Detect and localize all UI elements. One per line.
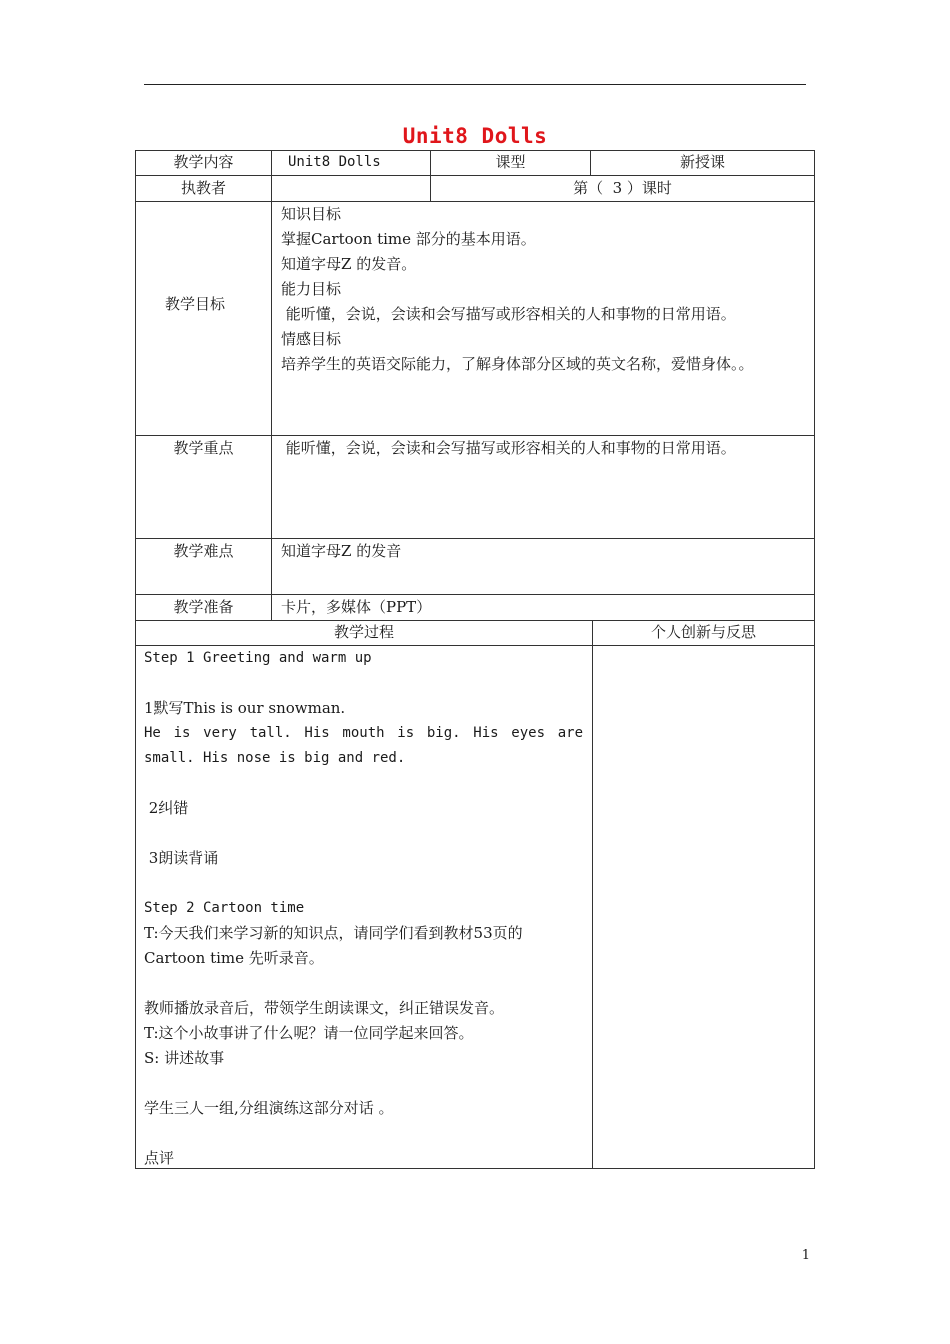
type-label: 课型 <box>495 153 526 171</box>
process-paragraph: 教师播放录音后，带领学生朗读课文，纠正错误发音。 <box>144 999 505 1017</box>
process-content <box>144 646 583 1171</box>
process-paragraph: T:这个小故事讲了什么呢？请一位同学起来回答。 <box>144 1024 474 1042</box>
content-value: Unit8 Dolls <box>288 154 381 170</box>
type-value: 新授课 <box>679 153 725 171</box>
process-header: 教学过程 <box>333 623 394 641</box>
process-paragraph <box>144 671 583 696</box>
objective-line: 知道字母Z 的发音。 <box>281 255 417 273</box>
process-paragraph <box>144 821 583 846</box>
process-paragraph <box>144 771 583 796</box>
objective-line: 培养学生的英语交际能力，了解身体部分区域的英文名称，爱惜身体。。 <box>281 355 754 373</box>
process-paragraph: 3朗读背诵 <box>144 849 219 867</box>
objective-line: 知识目标 <box>281 205 342 223</box>
process-paragraph <box>144 1071 583 1096</box>
process-paragraph: S: 讲述故事 <box>144 1049 225 1067</box>
key-points-label: 教学重点 <box>173 439 234 457</box>
process-paragraph <box>144 871 583 896</box>
process-paragraph: 点评 <box>144 1149 175 1167</box>
difficulties-label: 教学难点 <box>173 542 234 560</box>
process-paragraph <box>144 1121 583 1146</box>
process-paragraph-text: 1默写This is our snowman. <box>144 699 346 717</box>
objectives-label: 教学目标 <box>164 295 225 313</box>
process-paragraph <box>144 971 583 996</box>
reflection-header: 个人创新与反思 <box>650 623 756 641</box>
objective-line: 掌握Cartoon time 部分的基本用语。 <box>281 230 536 248</box>
process-paragraph: 2纠错 <box>144 799 189 817</box>
process-paragraph: 学生三人一组,分组演练这部分对话 。 <box>144 1099 394 1117</box>
teacher-label: 执教者 <box>180 179 226 197</box>
document-title: Unit8 Dolls <box>402 124 548 148</box>
process-paragraph: Step 1 Greeting and warm up <box>144 650 372 666</box>
content-label: 教学内容 <box>173 153 234 171</box>
process-paragraph: Step 2 Cartoon time <box>144 900 305 916</box>
lesson-number: 第（ 3 ）课时 <box>573 179 672 197</box>
header-rule <box>144 84 806 85</box>
process-paragraph: T:今天我们来学习新的知识点，请同学们看到教材53页的Cartoon time 先听录音。 <box>144 924 523 967</box>
preparation-value: 卡片，多媒体（PPT） <box>281 598 432 616</box>
page-number: 1 <box>801 1248 810 1263</box>
process-paragraph <box>144 696 583 721</box>
objective-line: 情感目标 <box>281 330 342 348</box>
key-points-value: 能听懂，会说，会读和会写描写或形容相关的人和事物的日常用语。 <box>281 439 736 457</box>
objective-line: 能力目标 <box>281 280 342 298</box>
objective-line: 能听懂，会说，会读和会写描写或形容相关的人和事物的日常用语。 <box>281 305 736 323</box>
preparation-label: 教学准备 <box>173 598 234 616</box>
process-paragraph: He is very tall. His mouth is big. His eyes are small. His nose is big and red. <box>144 725 583 766</box>
objectives-content <box>281 202 811 377</box>
difficulties-value: 知道字母Z 的发音 <box>281 542 402 560</box>
